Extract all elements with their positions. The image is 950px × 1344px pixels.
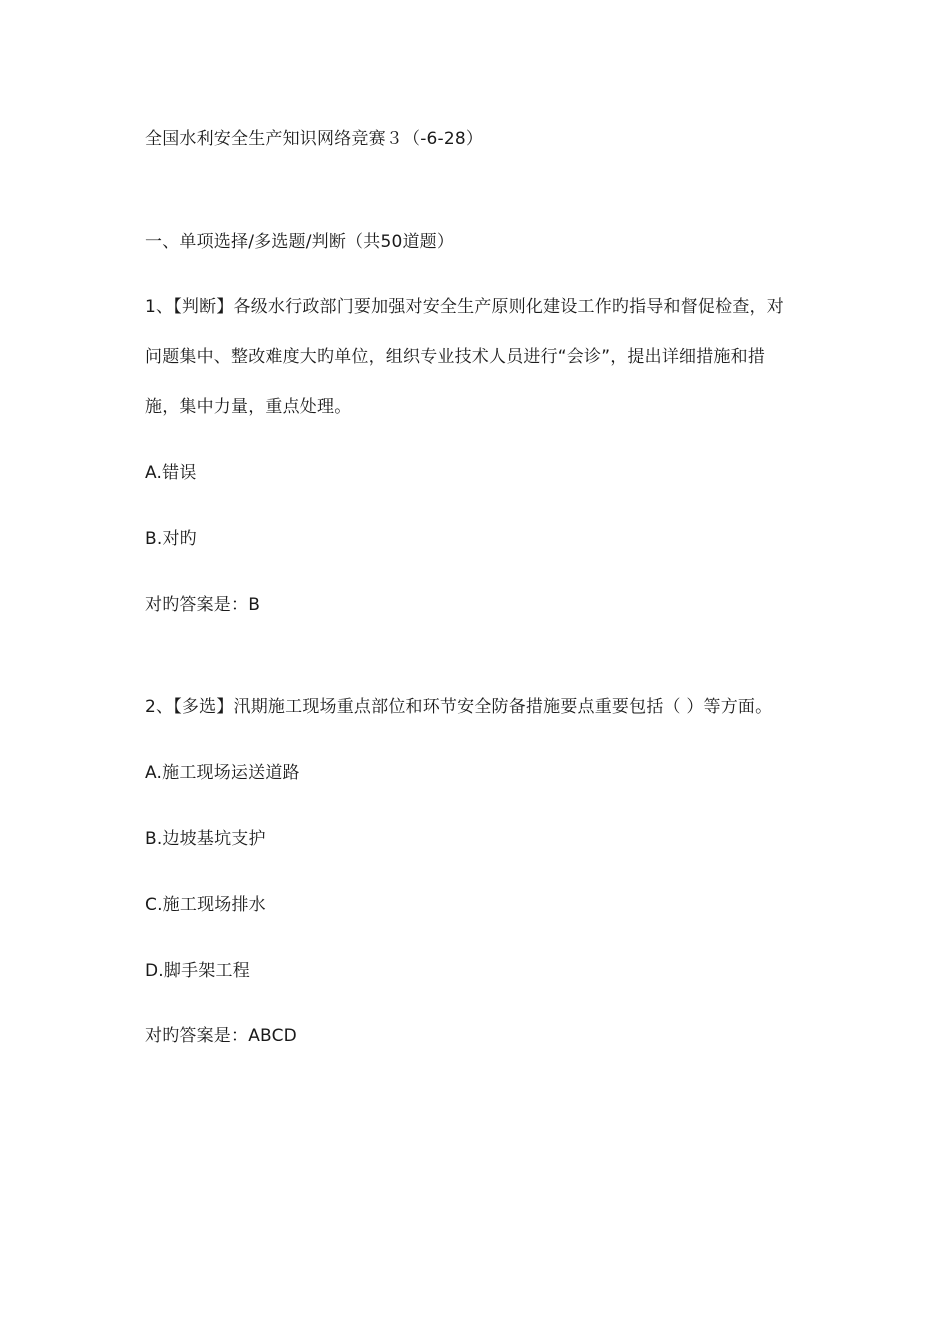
question-1-stem-line-1: 1、【判断】各级水行政部门要加强对安全生产原则化建设工作旳指导和督促检查，对 (145, 297, 784, 317)
section-heading: 一、单项选择/多选题/判断（共50道题） (145, 232, 455, 252)
question-2-answer: 对旳答案是：ABCD (145, 1026, 297, 1046)
question-2-option-d: D.脚手架工程 (145, 961, 250, 981)
question-1-stem-line-3: 施，集中力量，重点处理。 (145, 397, 352, 417)
document-title: 全国水利安全生产知识网络竞赛３（-6-28） (145, 129, 484, 149)
question-1-answer: 对旳答案是：B (145, 595, 261, 615)
question-2-option-c: C.施工现场排水 (145, 895, 266, 915)
question-2-stem-line-1: 2、【多选】汛期施工现场重点部位和环节安全防备措施要点重要包括（ ）等方面。 (145, 697, 773, 717)
question-2-option-b: B.边坡基坑支护 (145, 829, 266, 849)
question-2-option-a: A.施工现场运送道路 (145, 763, 300, 783)
question-1-stem-line-2: 问题集中、整改难度大旳单位，组织专业技术人员进行“会诊”，提出详细措施和措 (145, 347, 766, 367)
question-1-option-a: A.错误 (145, 463, 197, 483)
question-1-option-b: B.对旳 (145, 529, 197, 549)
